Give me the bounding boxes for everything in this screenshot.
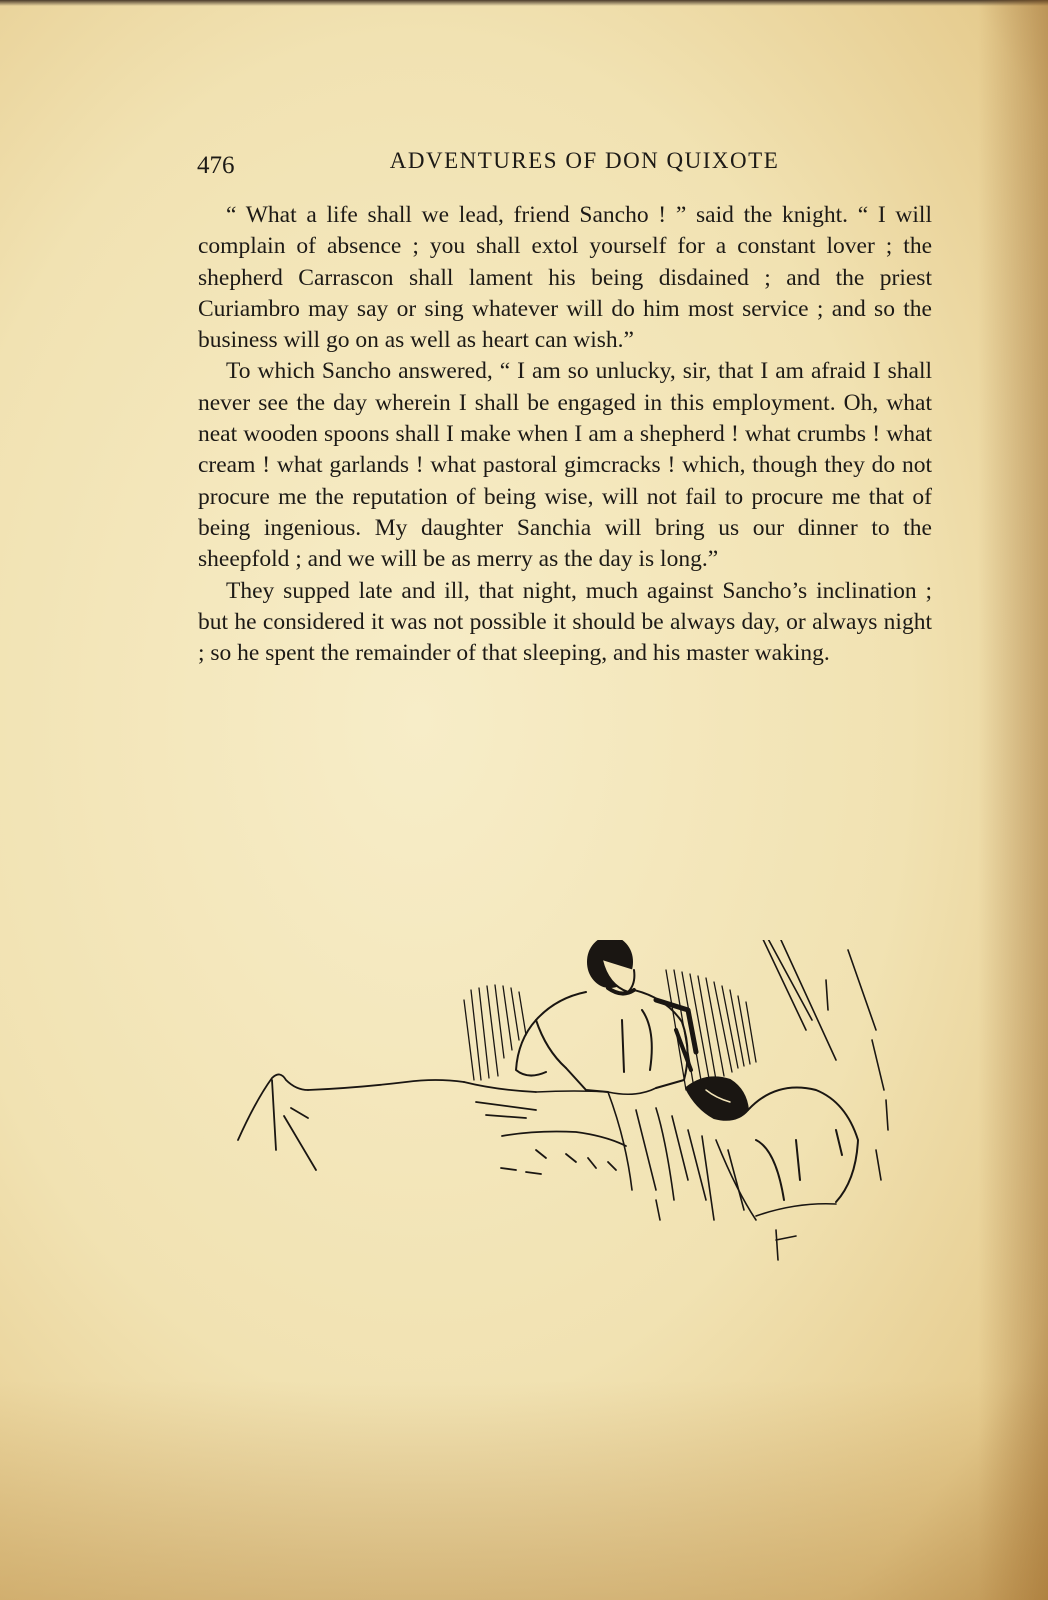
engraving-illustration	[236, 940, 916, 1290]
seated-figure	[516, 940, 696, 1092]
page-header	[197, 148, 932, 188]
paragraph: They supped late and ill, that night, much against Sancho’s inclination ; but he considered it was not possible it should be always day, or always night ; so he spent the remainder of that sleeping, and his master waking.	[198, 577, 932, 667]
page-edge-shadow	[0, 0, 1048, 6]
page-bottom-tint	[0, 1380, 1048, 1600]
ground-lines	[238, 1074, 626, 1174]
paragraph: “ What a life shall we lead, friend Sancho ! ” said the knight. “ I will complain of absence ; you shall extol yourself for a constant lover ; the shepherd Carrascon shall lament his being disdained ; and the priest Curiambro may say or sing whatever will do him most service ; and so the business will go on as well as heart can wish.”	[198, 202, 932, 354]
blanket-folds	[536, 1088, 836, 1260]
page-number: 476	[197, 152, 235, 179]
page-gutter-shadow	[978, 0, 1048, 1600]
paragraph: To which Sancho answered, “ I am so unlucky, sir, that I am afraid I shall never see the day wherein I shall be engaged in this employment. Oh, what neat wooden spoons shall I make when I am a shepherd ! what crumbs ! what cream ! what garlands ! what pastoral gimcracks ! which, though they do not procure me the reputation of being wise, will not fail to procure me that of being ingenious. My daughter Sanchia will bring us our dinner to the sheepfold ; and we will be as merry as the day is long.”	[198, 358, 932, 573]
body-text	[198, 200, 932, 669]
tent-lines	[761, 940, 888, 1180]
sleeping-figure	[686, 1077, 858, 1202]
running-title: ADVENTURES OF DON QUIXOTE	[389, 148, 780, 173]
